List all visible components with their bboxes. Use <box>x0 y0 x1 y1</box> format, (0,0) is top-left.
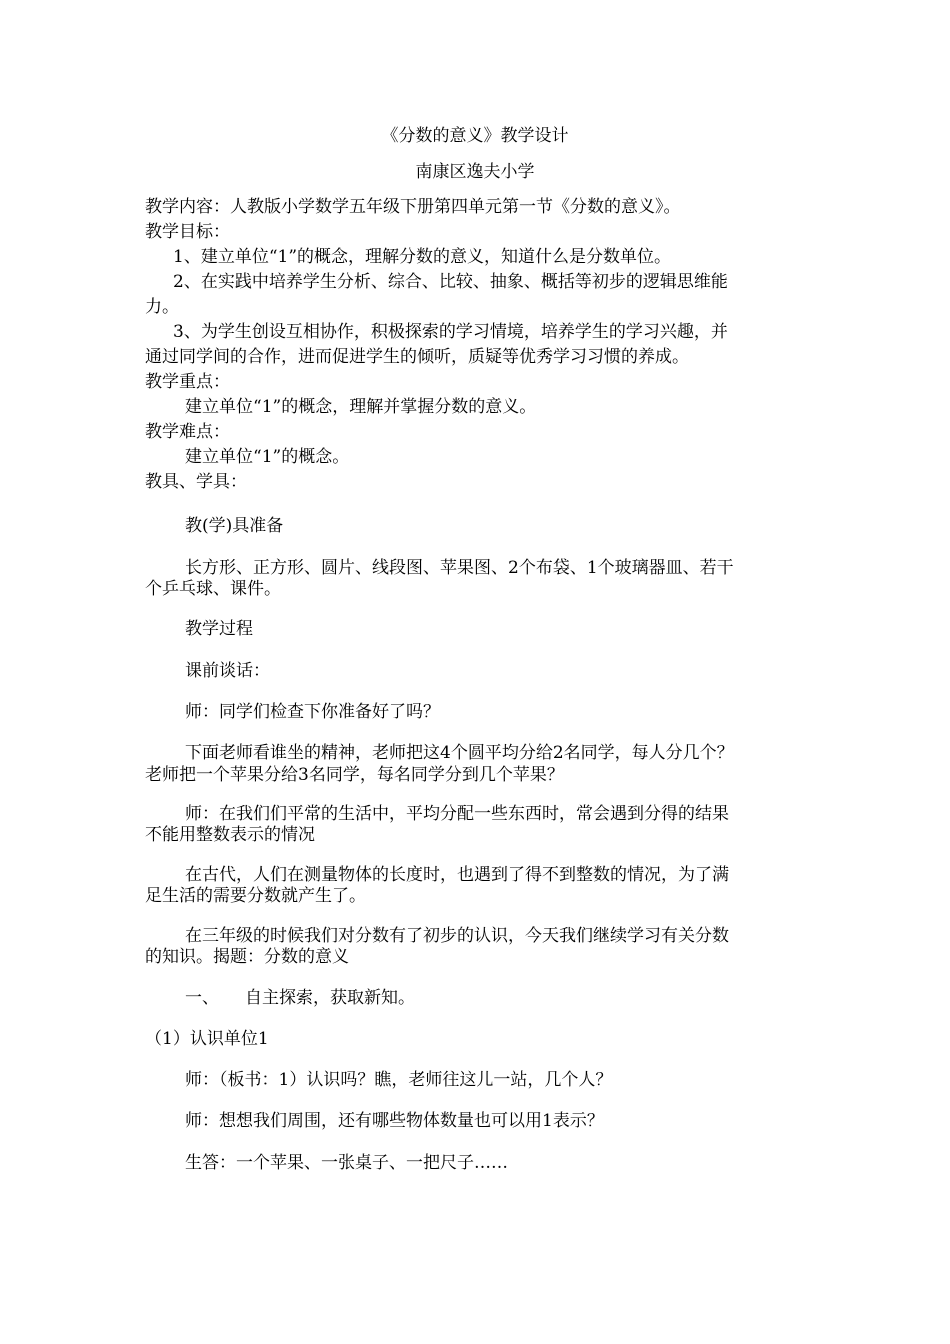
objectives-heading: 教学目标： <box>145 222 230 242</box>
difficulty-heading: 教学难点： <box>145 422 230 442</box>
section-1-title: 自主探索，获取新知。 <box>245 988 415 1008</box>
paragraph-4-line-1: 在古代，人们在测量物体的长度时，也遇到了得不到整数的情况，为了满 <box>185 865 729 885</box>
key-point-text: 建立单位“1”的概念，理解并掌握分数的意义。 <box>185 397 537 417</box>
prep-text-line-2: 个乒乓球、课件。 <box>145 579 281 599</box>
key-point-heading: 教学重点： <box>145 372 230 392</box>
objective-2-line-1: 2、在实践中培养学生分析、综合、比较、抽象、概括等初步的逻辑思维能 <box>173 272 728 292</box>
section-1-number: 一、 <box>185 988 219 1008</box>
paragraph-6: 师：（板书：1）认识吗？瞧，老师往这儿一站，几个人？ <box>185 1070 613 1090</box>
paragraph-1: 师：同学们检查下你准备好了吗？ <box>185 702 440 722</box>
objective-3-line-2: 通过同学间的合作，进而促进学生的倾听，质疑等优秀学习习惯的养成。 <box>145 347 689 367</box>
paragraph-4-line-2: 足生活的需要分数就产生了。 <box>145 886 366 906</box>
document-title: 《分数的意义》教学设计 <box>381 126 569 146</box>
paragraph-5-line-2: 的知识。揭题：分数的意义 <box>145 947 349 967</box>
objective-3-line-1: 3、为学生创设互相协作，积极探索的学习情境，培养学生的学习兴趣，并 <box>173 322 728 342</box>
objective-1: 1、建立单位“1”的概念，理解分数的意义，知道什么是分数单位。 <box>173 247 672 267</box>
paragraph-8: 生答：一个苹果、一张桌子、一把尺子…… <box>185 1153 508 1173</box>
teaching-content: 教学内容：人教版小学数学五年级下册第四单元第一节《分数的意义》。 <box>145 197 681 217</box>
pretalk-heading: 课前谈话： <box>185 661 270 681</box>
paragraph-3-line-1: 师：在我们们平常的生活中，平均分配一些东西时，常会遇到分得的结果 <box>185 804 729 824</box>
prep-heading: 教(学)具准备 <box>185 516 284 536</box>
paragraph-2-line-2: 老师把一个苹果分给3名同学，每名同学分到几个苹果？ <box>145 765 564 785</box>
paragraph-3-line-2: 不能用整数表示的情况 <box>145 825 315 845</box>
objective-2-line-2: 力。 <box>145 297 179 317</box>
paragraph-2-line-1: 下面老师看谁坐的精神，老师把这4个圆平均分给2名同学，每人分几个？ <box>185 743 734 763</box>
paragraph-5-line-1: 在三年级的时候我们对分数有了初步的认识，今天我们继续学习有关分数 <box>185 926 729 946</box>
paragraph-7: 师：想想我们周围，还有哪些物体数量也可以用1表示？ <box>185 1111 604 1131</box>
school-name: 南康区逸夫小学 <box>415 162 535 182</box>
prep-text-line-1: 长方形、正方形、圆片、线段图、苹果图、2个布袋、1个玻璃器皿、若干 <box>185 558 734 578</box>
process-heading: 教学过程 <box>185 619 253 639</box>
difficulty-text: 建立单位“1”的概念。 <box>185 447 350 467</box>
subsection-1-title: （1）认识单位1 <box>145 1029 269 1049</box>
tools-heading: 教具、学具： <box>145 472 247 492</box>
